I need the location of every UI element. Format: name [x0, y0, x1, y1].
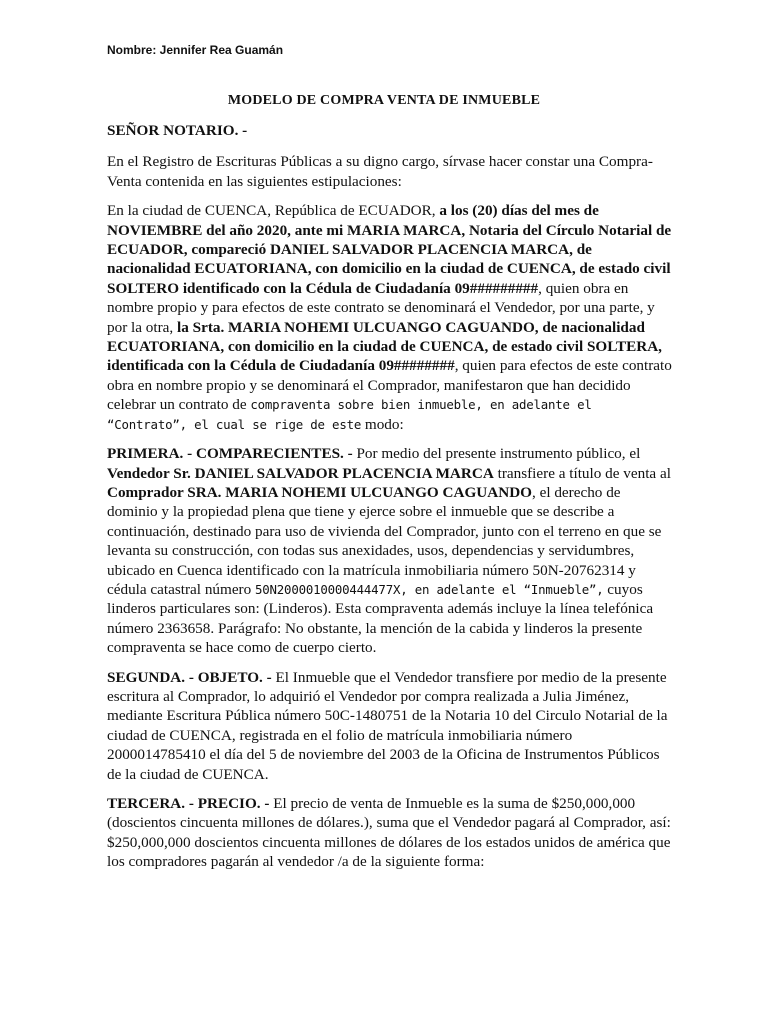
primera-mono-1: 50N20000100004444​77X, en adelante el “Inmueble”,: [255, 581, 604, 597]
p1-text-g: modo:: [361, 415, 404, 433]
primera-text-4: cuyos linderos particulares son: (Linderos). Esta compraventa además incluye la línea telefónica número 2363658. Parágrafo: No obstante, la mención de la cabida y linderos la presente compraventa se hace como de cuerpo cierto.: [107, 580, 654, 657]
segunda-text: El Inmueble que el Vendedor transfiere por medio de la presente escritura al Comprador, lo adquirió el Vendedor por compra realizada a Julia Jiménez, mediante Escritura Pública número 50C-1480751 de la Notaria 10 del Circulo Notarial de la ciudad de CUENCA, registrada en el folio de matrícula inmobiliaria número 2000014785410 el día del 5 de noviembre del 2003 de la Oficina de Instrumentos Públicos de la ciudad de CUENCA.: [107, 668, 668, 783]
clause-primera: [107, 444, 672, 657]
p1-text-a: En la ciudad de CUENCA, República de ECUADOR,: [107, 202, 436, 220]
clause-tercera: [107, 794, 672, 872]
p1-text-c: , quien obra en nombre propio y para efectos de este contrato se denominará el Vendedor, por una parte, y por la otra,: [107, 279, 655, 336]
primera-bold-2: Comprador SRA. MARIA NOHEMI ULCUANGO CAGUANDO: [107, 483, 532, 501]
author-name: Nombre: Jennifer Rea Guamán: [107, 43, 284, 57]
intro-paragraph: En el Registro de Escrituras Públicas a su digno cargo, sírvase hacer constar una Compra-Venta contenida en las siguientes estipulaciones:: [107, 153, 653, 190]
p1-bold-b: a los (20) días del mes de NOVIEMBRE del año 2020, ante mi MARIA MARCA, Notaria del Círculo Notarial de ECUADOR, compareció DANIEL SALVADOR PLACENCIA MARCA, de nacionalidad ECUATORIANA, con domicilio en la ciudad de CUENCA, de estado civil SOLTERO identificado con la Cédula de Ciudadanía 09#########: [107, 202, 672, 297]
p1-text-e: , quien para efectos de este contrato obra en nombre propio y se denominará el Comprador, manifestaron que han decidido celebrar un contrato de: [107, 357, 672, 414]
salutation: SEÑOR NOTARIO. -: [107, 122, 248, 139]
primera-text-3: , el derecho de dominio y la propiedad plena que tiene y ejerce sobre el inmueble que se describe a continuación, destinado para uso de vivienda del Comprador, junto con el terreno en que se levanta su construcción, con todas sus anexidades, usos, dependencias y servidumbres, ubicado en Cuenca identificado con la matrícula inmobiliaria número 50N-20762314 y cédula catastral número: [107, 483, 662, 598]
primera-text-1: Por medio del presente instrumento público, el: [352, 445, 641, 463]
clause-segunda: [107, 668, 672, 784]
document-title: MODELO DE COMPRA VENTA DE INMUEBLE: [227, 93, 541, 108]
p1-mono-f: compraventa sobre bien inmueble, en adelante el “Contrato”, el cual se rige de este: [107, 397, 592, 432]
clause-tercera-heading: TERCERA. - PRECIO. -: [107, 795, 270, 812]
clause-primera-heading: PRIMERA. - COMPARECIENTES. -: [107, 445, 353, 463]
primera-text-2: transfiere a título de venta al: [493, 464, 671, 482]
document-body: [107, 121, 672, 882]
parties-paragraph: [107, 201, 672, 434]
p1-bold-d: la Srta. MARIA NOHEMI ULCUANGO CAGUANDO, de nacionalidad ECUATORIANA, con domicilio en la ciudad de CUENCA, de estado civil SOLTERA, identificada con la Cédula de Ciudadanía 09########: [107, 318, 662, 375]
primera-bold-1: Vendedor Sr. DANIEL SALVADOR PLACENCIA MARCA: [107, 464, 494, 482]
tercera-text: El precio de venta de Inmueble es la suma de $250,000,000 (doscientos cincuenta millones de dólares.), suma que el Vendedor pagará al Comprador, así: $250,000,000 doscientos cincuenta millones de dólares de los estados unidos de américa que los compradores pagarán al vendedor /a de la siguiente forma:: [107, 795, 671, 871]
clause-segunda-heading: SEGUNDA. - OBJETO. -: [107, 668, 272, 686]
